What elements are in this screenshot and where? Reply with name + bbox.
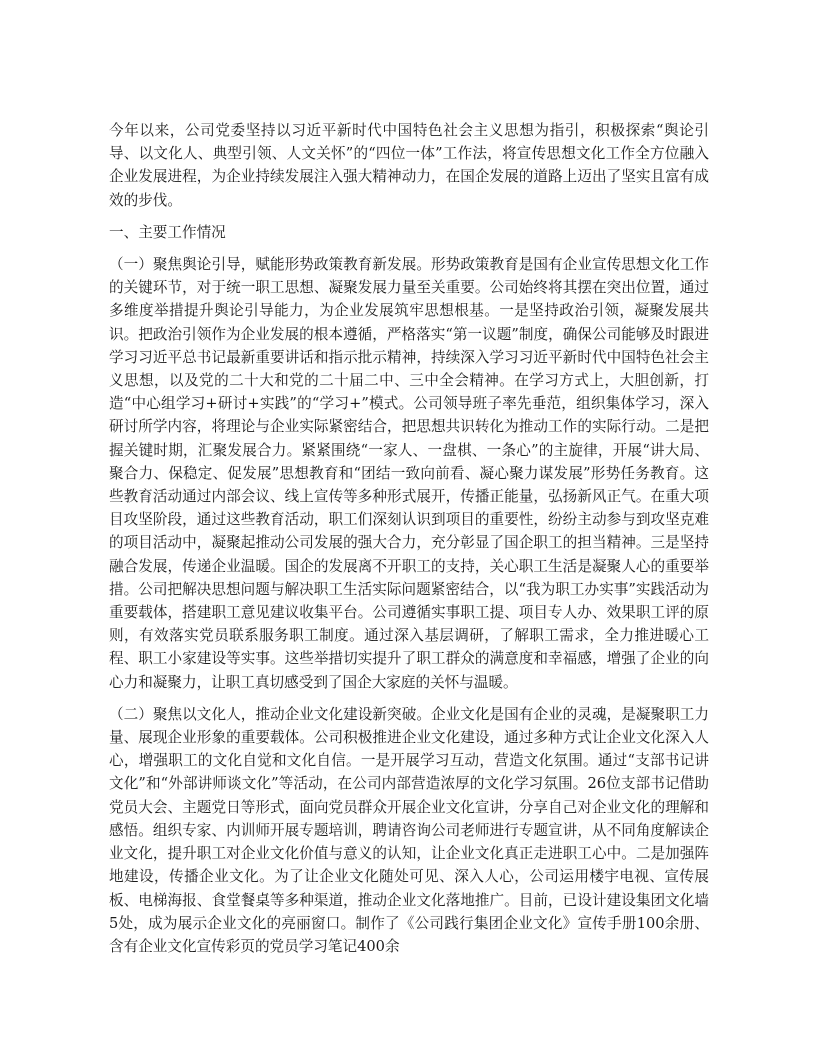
section-heading: 一、主要工作情况 [109,223,226,241]
intro-paragraph: 今年以来，公司党委坚持以习近平新时代中国特色社会主义思想为指引，积极探索“舆论引导、以文化人、典型引领、人文关怀”的“四位一体”工作法，将宣传思想文化工作全方位融入企业发展进程，为企业持续发展注入强大精神动力，在国企发展的道路上迈出了坚实且富有成效的步伐。 [109,122,709,209]
document-body [109,119,709,967]
paragraph-corporate-culture: （二）聚焦以文化人，推动企业文化建设新突破。企业文化是国有企业的灵魂，是凝聚职工力量、展现企业形象的重要载体。公司积极推进企业文化建设，通过多种方式让企业文化深入人心，增强职工的文化自觉和文化自信。一是开展学习互动，营造文化氛围。通过“支部书记讲文化”和“外部讲师谈文化”等活动，在公司内部营造浓厚的文化学习氛围。26位支部书记借助党员大会、主题党日等形式，面向党员群众开展企业文化宣讲，分享自己对企业文化的理解和感悟。组织专家、内训师开展专题培训，聘请咨询公司老师进行专题宣讲，从不同角度解读企业文化，提升职工对企业文化价值与意义的认知，让企业文化真正走进职工心中。二是加强阵地建设，传播企业文化。为了让企业文化随处可见、深入人心，公司运用楼宇电视、宣传展板、电梯海报、食堂餐桌等多种渠道，推动企业文化落地推广。目前，已设计建设集团文化墙5处，成为展示企业文化的亮丽窗口。制作了《公司践行集团企业文化》宣传手册100余册、含有企业文化宣传彩页的党员学习笔记400余 [109,705,709,955]
paragraph-public-opinion: （一）聚焦舆论引导，赋能形势政策教育新发展。形势政策教育是国有企业宣传思想文化工作的关键环节，对于统一职工思想、凝聚发展力量至关重要。公司始终将其摆在突出位置，通过多维度举措提升舆论引导能力，为企业发展筑牢思想根基。一是坚持政治引领，凝聚发展共识。把政治引领作为企业发展的根本遵循，严格落实“第一议题”制度，确保公司能够及时跟进学习习近平总书记最新重要讲话和指示批示精神，持续深入学习习近平新时代中国特色社会主义思想，以及党的二十大和党的二十届二中、三中全会精神。在学习方式上，大胆创新，打造“中心组学习+研讨+实践”的“学习+”模式。公司领导班子率先垂范，组织集体学习，深入研讨所学内容，将理论与企业实际紧密结合，把思想共识转化为推动工作的实际行动。二是把握关键时期，汇聚发展合力。紧紧围绕“一家人、一盘棋、一条心”的主旋律，开展“讲大局、聚合力、保稳定、促发展”思想教育和“团结一致向前看、凝心聚力谋发展”形势任务教育。这些教育活动通过内部会议、线上宣传等多种形式展开，传播正能量，弘扬新风正气。在重大项目攻坚阶段，通过这些教育活动，职工们深刻认识到项目的重要性，纷纷主动参与到攻坚克难的项目活动中，凝聚起推动公司发展的强大合力，充分彰显了国企职工的担当精神。三是坚持融合发展，传递企业温暖。国企的发展离不开职工的支持，关心职工生活是凝聚人心的重要举措。公司把解决思想问题与解决职工生活实际问题紧密结合，以“我为职工办实事”实践活动为重要载体，搭建职工意见建议收集平台。公司遵循实事职工提、项目专人办、效果职工评的原则，有效落实党员联系服务职工制度。通过深入基层调研，了解职工需求，全力推进暖心工程、职工小家建设等实事。这些举措切实提升了职工群众的满意度和幸福感，增强了企业的向心力和凝聚力，让职工真切感受到了国企大家庭的关怀与温暖。 [109,256,709,691]
